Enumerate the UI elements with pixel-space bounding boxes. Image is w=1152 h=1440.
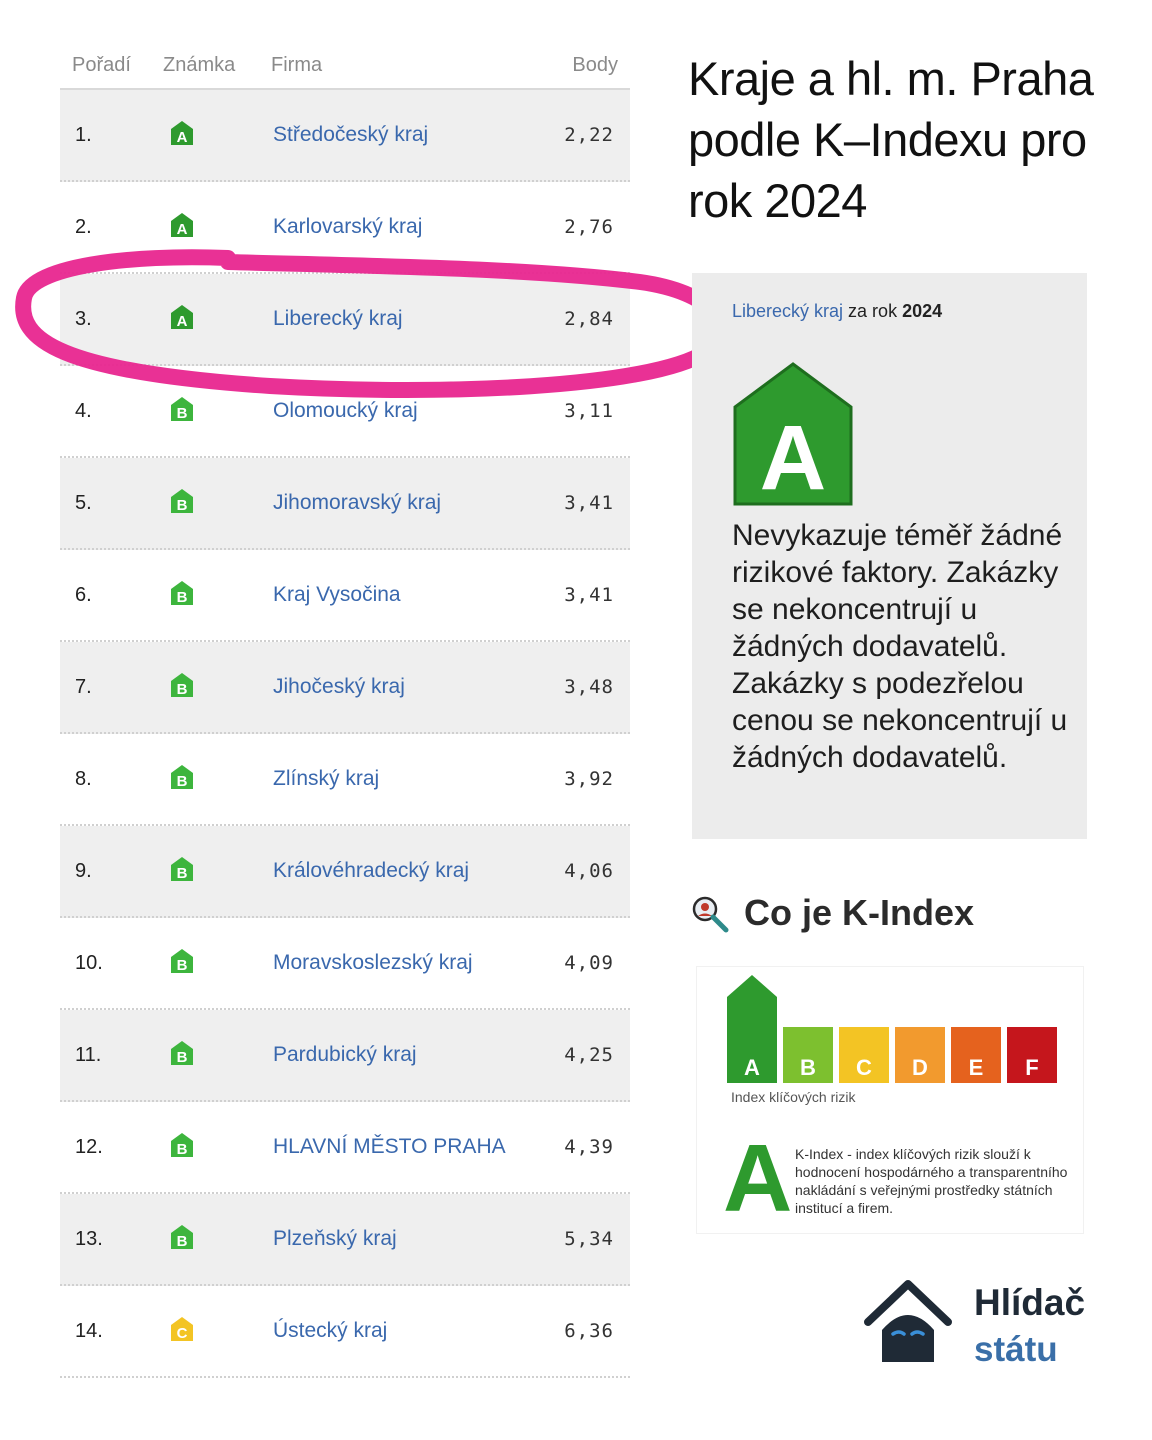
grade-b-icon <box>170 488 194 514</box>
header-firm[interactable]: Firma <box>271 54 323 76</box>
scale-letter: B <box>800 1055 816 1080</box>
row-rank: 12. <box>75 1136 103 1158</box>
grade-description: Nevykazuje téměř žádné rizikové faktory. Zakázky se nekoncentrují u žádných dodavatelů. Zakázky s podezřelou cenou se nekoncentrují u žádných dodavatelů. <box>732 519 1068 774</box>
page-title: Kraje a hl. m. Praha podle K–Indexu pro rok 2024 <box>688 52 1094 227</box>
table-row[interactable] <box>60 1102 630 1194</box>
svg-text:A: A <box>176 129 188 146</box>
svg-text:B: B <box>176 1049 188 1066</box>
card-header <box>732 301 942 322</box>
row-score: 4,39 <box>564 1136 614 1158</box>
scale-letter: C <box>856 1055 872 1080</box>
svg-text:B: B <box>176 589 188 606</box>
row-score: 4,09 <box>564 952 614 974</box>
grade-a-icon <box>170 304 194 330</box>
row-firm-link[interactable]: Královéhradecký kraj <box>273 859 470 882</box>
svg-text:B: B <box>176 497 188 514</box>
table-row[interactable] <box>60 274 630 366</box>
row-score: 2,76 <box>564 216 614 238</box>
header-score[interactable]: Body <box>572 54 618 76</box>
row-rank: 2. <box>75 216 92 238</box>
row-rank: 13. <box>75 1228 103 1250</box>
row-rank: 14. <box>75 1320 103 1342</box>
svg-text:A: A <box>176 221 188 238</box>
svg-text:B: B <box>176 405 188 422</box>
grade-b-icon <box>170 856 194 882</box>
header-rank[interactable]: Pořadí <box>72 54 131 76</box>
row-score: 4,25 <box>564 1044 614 1066</box>
grade-a-icon <box>170 212 194 238</box>
svg-text:A: A <box>176 313 188 330</box>
row-rank: 4. <box>75 400 92 422</box>
row-score: 3,41 <box>564 584 614 606</box>
table-row[interactable] <box>60 734 630 826</box>
scale-step-b <box>783 1027 833 1083</box>
table-row[interactable] <box>60 366 630 458</box>
row-firm-link[interactable]: Ústecký kraj <box>273 1319 388 1342</box>
hlidac-statu-logo[interactable] <box>862 1278 1102 1378</box>
row-rank: 10. <box>75 952 103 974</box>
year-value: 2024 <box>902 301 943 321</box>
row-score: 2,22 <box>564 124 614 146</box>
logo-line-2: státu <box>974 1330 1058 1369</box>
svg-text:B: B <box>176 1141 188 1158</box>
scale-letter: F <box>1025 1055 1039 1080</box>
row-firm-link[interactable]: Zlínský kraj <box>273 767 380 790</box>
table-row[interactable] <box>60 1286 630 1378</box>
row-score: 5,34 <box>564 1228 614 1250</box>
row-rank: 3. <box>75 308 92 330</box>
scale-label: Index klíčových rizik <box>731 1089 856 1105</box>
row-firm-link[interactable]: Kraj Vysočina <box>273 583 401 606</box>
svg-text:B: B <box>176 865 188 882</box>
table-header <box>60 40 630 90</box>
scale-letter: E <box>968 1055 984 1080</box>
scale-step-e <box>951 1027 1001 1083</box>
row-firm-link[interactable]: Moravskoslezský kraj <box>273 951 473 974</box>
kindex-scale <box>727 971 1067 1087</box>
row-rank: 7. <box>75 676 92 698</box>
grade-b-icon <box>170 1224 194 1250</box>
table-row[interactable] <box>60 1194 630 1286</box>
table-row[interactable] <box>60 90 630 182</box>
row-score: 3,41 <box>564 492 614 514</box>
kindex-description: K-Index - index klíčových rizik slouží k hodnocení hospodárného a transparentního nakládání s veřejnými prostředky státních institucí a firem. <box>795 1146 1068 1216</box>
row-score: 3,11 <box>564 400 614 422</box>
row-rank: 8. <box>75 768 92 790</box>
magnifier-icon <box>690 894 730 934</box>
header-grade[interactable]: Známka <box>163 54 236 76</box>
row-score: 2,84 <box>564 308 614 330</box>
kindex-heading-text: Co je K-Index <box>744 892 975 933</box>
house-logo-icon <box>862 1278 962 1374</box>
scale-step-a <box>727 975 777 1083</box>
table-row[interactable] <box>60 642 630 734</box>
grade-a-icon <box>170 120 194 146</box>
row-firm-link[interactable]: Jihočeský kraj <box>273 675 405 698</box>
row-firm-link[interactable]: Středočeský kraj <box>273 123 429 146</box>
row-rank: 1. <box>75 124 92 146</box>
svg-text:C: C <box>176 1325 188 1342</box>
kindex-info-box <box>696 966 1084 1234</box>
svg-text:B: B <box>176 957 188 974</box>
table-body <box>60 90 630 1378</box>
scale-step-f <box>1007 1027 1057 1083</box>
grade-b-icon <box>170 580 194 606</box>
grade-b-icon <box>170 396 194 422</box>
scale-letter: D <box>912 1055 928 1080</box>
table-row[interactable] <box>60 458 630 550</box>
scale-step-c <box>839 1027 889 1083</box>
grade-b-icon <box>170 764 194 790</box>
row-rank: 5. <box>75 492 92 514</box>
row-firm-link[interactable]: Pardubický kraj <box>273 1043 417 1066</box>
svg-text:B: B <box>176 681 188 698</box>
row-rank: 11. <box>75 1044 102 1066</box>
scale-letter: A <box>744 1055 760 1080</box>
logo-line-1: Hlídač <box>974 1282 1086 1323</box>
svg-text:B: B <box>176 1233 188 1250</box>
row-firm-link[interactable]: HLAVNÍ MĚSTO PRAHA <box>273 1135 506 1158</box>
region-detail-card <box>692 273 1087 839</box>
grade-b-icon <box>170 1132 194 1158</box>
row-firm-link[interactable]: Karlovarský kraj <box>273 215 423 238</box>
row-firm-link[interactable]: Olomoucký kraj <box>273 399 418 422</box>
year-prefix: za rok <box>843 301 903 321</box>
row-score: 3,92 <box>564 768 614 790</box>
svg-text:B: B <box>176 773 188 790</box>
table-row[interactable] <box>60 182 630 274</box>
grade-b-icon <box>170 1040 194 1066</box>
row-firm-link[interactable]: Liberecký kraj <box>273 307 403 330</box>
row-rank: 9. <box>75 860 92 882</box>
row-rank: 6. <box>75 584 92 606</box>
kindex-big-letter: A <box>723 1125 793 1232</box>
grade-a-large-icon <box>732 361 854 507</box>
grade-b-icon <box>170 948 194 974</box>
grade-b-icon <box>170 672 194 698</box>
row-firm-link[interactable]: Plzeňský kraj <box>273 1227 397 1250</box>
row-score: 3,48 <box>564 676 614 698</box>
row-score: 6,36 <box>564 1320 614 1342</box>
table-row[interactable] <box>60 1010 630 1102</box>
row-firm-link[interactable]: Jihomoravský kraj <box>273 491 442 514</box>
row-score: 4,06 <box>564 860 614 882</box>
ranking-table <box>60 40 630 1378</box>
table-row[interactable] <box>60 918 630 1010</box>
grade-letter: A <box>759 407 827 507</box>
region-link[interactable]: Liberecký kraj <box>732 301 844 321</box>
scale-step-d <box>895 1027 945 1083</box>
table-row[interactable] <box>60 550 630 642</box>
table-row[interactable] <box>60 826 630 918</box>
grade-c-icon <box>170 1316 194 1342</box>
